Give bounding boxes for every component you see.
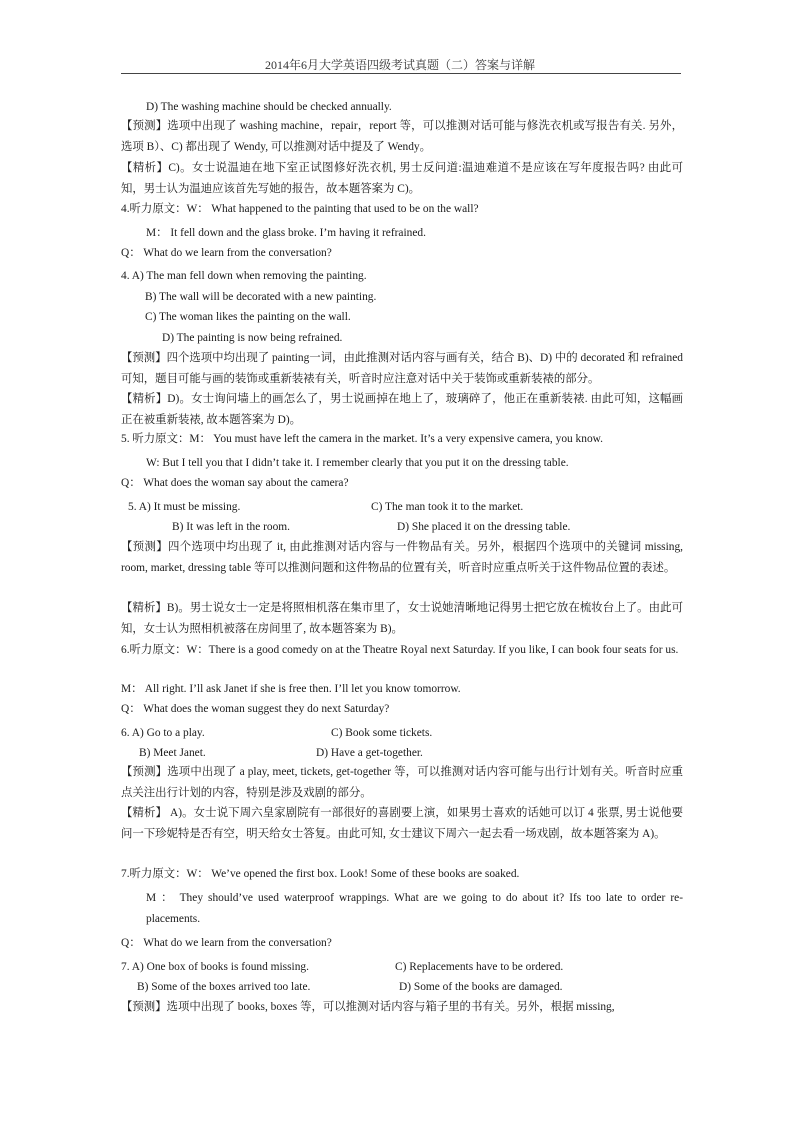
prediction-paragraph: 【预测】选项中出现了 a play, meet, tickets, get-together 等，可以推测对话内容可能与出行计划有关。听音时应重点关注出行计划的内容，特别是涉及戏剧的部分。 xyxy=(121,766,683,799)
option-line: D) Have a get-together. xyxy=(316,747,423,759)
question-line: Q： What do we learn from the conversation? xyxy=(121,937,332,949)
header-divider xyxy=(121,73,681,74)
option-line: 7. A) One box of books is found missing. xyxy=(121,961,309,973)
option-line: C) Book some tickets. xyxy=(331,727,433,739)
transcript-line: 4.听力原文：W： What happened to the painting that used to be on the wall? xyxy=(121,203,479,215)
prediction-paragraph: 【预测】四个选项中均出现了 painting一词，由此推测对话内容与画有关，结合 B)、D) 中的 decorated 和 refrained 可知，题目可能与画的装饰或重新装裱有关，听音时应注意对话中关于装饰或重新装裱的部分。 xyxy=(121,352,683,385)
analysis-paragraph: 【精析】B)。男士说女士一定是将照相机落在集市里了，女士说她清晰地记得男士把它放在梳妆台上了。由此可知，女士认为照相机被落在房间里了, 故本题答案为 B)。 xyxy=(121,602,683,635)
question-line: Q： What does the woman suggest they do next Saturday? xyxy=(121,703,390,715)
transcript-line: M ： They should’ve used waterproof wrappings. What are we going to do about it? Ifs too late to order re-placements. xyxy=(146,892,683,925)
transcript-line: 7.听力原文：W： We’ve opened the first box. Look! Some of these books are soaked. xyxy=(121,868,520,880)
option-line: B) It was left in the room. xyxy=(172,521,290,533)
prediction-paragraph: 【预测】四个选项中均出现了 it, 由此推测对话内容与一件物品有关。另外，根据四个选项中的关键词 missing, room, market, dressing table 等可以推测问题和这件物品的位置有关，听音时应重点听关于这件物品位置的表述。 xyxy=(121,541,683,574)
prediction-paragraph: 【预测】选项中出现了 books, boxes 等，可以推测对话内容与箱子里的书有关。另外，根据 missing, xyxy=(121,1001,615,1013)
option-line: D) The washing machine should be checked annually. xyxy=(146,101,392,113)
transcript-line: M： It fell down and the glass broke. I’m having it refrained. xyxy=(146,227,426,239)
transcript-line: 6.听力原文：W：There is a good comedy on at the Theatre Royal next Saturday. If you like, I can book four seats for us. xyxy=(121,644,679,656)
option-line: B) Some of the boxes arrived too late. xyxy=(137,981,311,993)
option-line: B) Meet Janet. xyxy=(139,747,206,759)
option-line: 4. A) The man fell down when removing the painting. xyxy=(121,270,367,282)
option-line: C) The man took it to the market. xyxy=(371,501,524,513)
transcript-line: 5. 听力原文：M： You must have left the camera in the market. It’s a very expensive camera, you know. xyxy=(121,433,603,445)
option-line: 6. A) Go to a play. xyxy=(121,727,205,739)
transcript-line: W: But I tell you that I didn’t take it. I remember clearly that you put it on the dressing table. xyxy=(146,457,569,469)
page-header-title: 2014年6月大学英语四级考试真题（二）答案与详解 xyxy=(264,58,535,72)
option-line: D) She placed it on the dressing table. xyxy=(397,521,571,533)
option-line: 5. A) It must be missing. xyxy=(128,501,241,513)
option-line: D) The painting is now being refrained. xyxy=(162,332,343,344)
option-line: C) The woman likes the painting on the wall. xyxy=(145,311,351,323)
question-line: Q： What do we learn from the conversation? xyxy=(121,247,332,259)
option-line: C) Replacements have to be ordered. xyxy=(395,961,564,973)
option-line: D) Some of the books are damaged. xyxy=(399,981,563,993)
question-line: Q： What does the woman say about the camera? xyxy=(121,477,349,489)
analysis-paragraph: 【精析】 A)。女士说下周六皇家剧院有一部很好的喜剧要上演，如果男士喜欢的话她可以订 4 张票, 男士说他要问一下珍妮特是否有空，明天给女士答复。由此可知, 女士建议下周六一起去看一场戏剧，故本题答案为 A)。 xyxy=(121,807,683,840)
analysis-paragraph: 【精析】C)。女士说温迪在地下室正试图修好洗衣机, 男士反问道:温迪难道不是应该在写年度报告吗? 由此可知，男士认为温迪应该首先写她的报告，故本题答案为 C)。 xyxy=(121,162,683,195)
prediction-paragraph: 【预测】选项中出现了 washing machine，repair，report 等，可以推测对话可能与修洗衣机或写报告有关. 另外，选项 B）、C) 都出现了 Wendy, 可以推测对话中提及了 Wendy。 xyxy=(121,120,683,153)
transcript-line: M： All right. I’ll ask Janet if she is free then. I’ll let you know tomorrow. xyxy=(121,683,461,695)
option-line: B) The wall will be decorated with a new painting. xyxy=(145,291,377,303)
analysis-paragraph: 【精析】D)。女士询问墙上的画怎么了，男士说画掉在地上了，玻璃碎了，他正在重新装裱. 由此可知，这幅画正在被重新装裱, 故本题答案为 D)。 xyxy=(121,393,683,426)
